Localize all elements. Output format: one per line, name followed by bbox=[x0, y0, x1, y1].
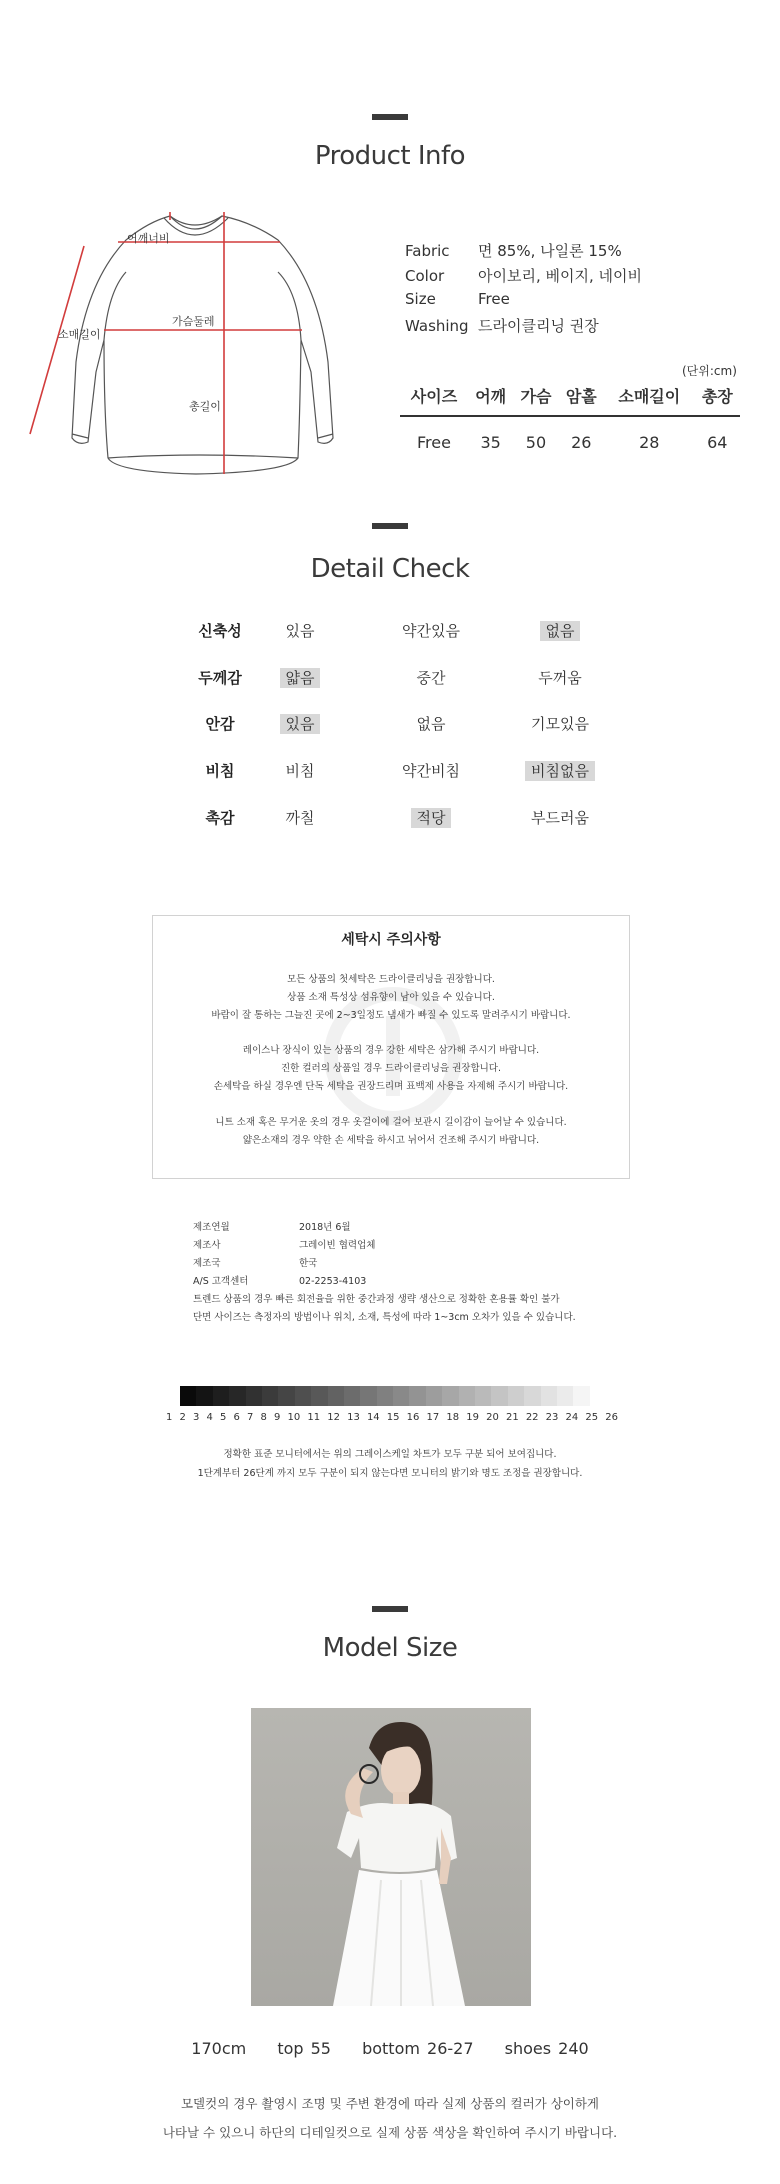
detail-check-label: 비침 bbox=[205, 762, 235, 780]
detail-check-option: 기모있음 bbox=[531, 715, 589, 733]
care-line: 바람이 잘 통하는 그늘진 곳에 2~3일정도 냄새가 빠질 수 있도록 말려주시기 바랍니다. bbox=[211, 1010, 571, 1021]
detail-check-row bbox=[0, 713, 780, 743]
gray-swatch bbox=[328, 1386, 344, 1406]
model-top-size: top 55 bbox=[277, 2039, 331, 2058]
product-info-title: Product Info bbox=[314, 141, 466, 171]
model-note: 나타날 수 있으니 하단의 디테일컷으로 실제 상품 색상을 확인하여 주시기 바랍니다. bbox=[162, 2125, 618, 2140]
gray-number: 24 bbox=[565, 1412, 579, 1423]
detail-check-option: 비침 bbox=[285, 762, 315, 780]
gray-number: 15 bbox=[386, 1412, 400, 1423]
gray-number: 25 bbox=[585, 1412, 599, 1423]
gray-swatch bbox=[295, 1386, 311, 1406]
size-header: 소매길이 bbox=[604, 384, 695, 416]
gray-swatch bbox=[508, 1386, 524, 1406]
detail-check-option: 약간비침 bbox=[402, 762, 460, 780]
gray-swatch bbox=[278, 1386, 294, 1406]
sweatshirt-diagram-icon bbox=[28, 212, 348, 482]
detail-check-row bbox=[0, 760, 780, 790]
spec-color: Color 아이보리, 베이지, 네이비 bbox=[405, 267, 642, 285]
gray-number: 1 bbox=[166, 1412, 173, 1423]
model-shoe-size: shoes 240 bbox=[504, 2039, 589, 2058]
gray-swatch bbox=[180, 1386, 196, 1406]
gray-number: 12 bbox=[327, 1412, 340, 1423]
gray-number: 14 bbox=[366, 1412, 380, 1423]
gray-swatch bbox=[475, 1386, 491, 1406]
info-maker: 제조사 그레이빈 협력업체 bbox=[193, 1240, 376, 1251]
detail-check-option-selected: 없음 bbox=[505, 620, 615, 641]
detail-check-title: Detail Check bbox=[310, 554, 470, 584]
size-header: 사이즈 bbox=[400, 384, 468, 416]
table-row bbox=[400, 416, 740, 453]
care-line: 얇은소재의 경우 약한 손 세탁을 하시고 뉘어서 건조해 주시기 바랍니다. bbox=[242, 1135, 540, 1146]
gray-swatch bbox=[459, 1386, 475, 1406]
detail-check-label: 안감 bbox=[205, 715, 235, 733]
spec-size: Size Free bbox=[405, 290, 510, 308]
care-line: 손세탁을 하실 경우엔 단독 세탁을 권장드리며 표백제 사용을 자제해 주시기 바랍니다. bbox=[213, 1081, 569, 1092]
detail-check-option: 두꺼움 bbox=[538, 669, 582, 687]
gray-swatch bbox=[360, 1386, 376, 1406]
info-note: 트렌드 상품의 경우 빠른 회전율을 위한 중간과정 생략 생산으로 정확한 혼용률 확인 불가 bbox=[193, 1294, 560, 1305]
detail-check-option: 부드러움 bbox=[531, 809, 589, 827]
gray-number: 4 bbox=[206, 1412, 213, 1423]
sleeve-label: 소매길이 bbox=[58, 328, 101, 341]
gray-number: 26 bbox=[605, 1412, 618, 1423]
gray-swatch bbox=[246, 1386, 262, 1406]
detail-check-option: 까칠 bbox=[285, 809, 315, 827]
size-table bbox=[400, 384, 740, 453]
care-line: 상품 소재 특성상 섬유향이 남아 있을 수 있습니다. bbox=[287, 992, 495, 1003]
gray-number: 6 bbox=[233, 1412, 240, 1423]
size-cell: Free bbox=[417, 433, 451, 452]
gray-swatch bbox=[557, 1386, 573, 1406]
section-divider bbox=[372, 114, 408, 120]
gray-number: 19 bbox=[466, 1412, 479, 1423]
model-note: 모델컷의 경우 촬영시 조명 및 주변 환경에 따라 실제 상품의 컬러가 상이하게 bbox=[180, 2096, 600, 2111]
detail-check-option: 있음 bbox=[285, 622, 315, 640]
gray-number: 5 bbox=[220, 1412, 227, 1423]
gray-number: 17 bbox=[426, 1412, 440, 1423]
gray-swatch bbox=[573, 1386, 589, 1406]
size-cell: 28 bbox=[639, 433, 660, 452]
gray-swatch bbox=[442, 1386, 458, 1406]
model-figure-icon bbox=[251, 1708, 531, 2006]
model-photo bbox=[251, 1708, 531, 2006]
gray-swatch bbox=[213, 1386, 229, 1406]
gray-swatch bbox=[590, 1386, 606, 1406]
shoulder-label: 어깨너비 bbox=[127, 232, 170, 245]
detail-check-option-selected: 있음 bbox=[245, 713, 355, 734]
detail-check-option: 약간있음 bbox=[402, 622, 460, 640]
model-size-title: Model Size bbox=[322, 1633, 458, 1663]
detail-check-option: 없음 bbox=[416, 715, 446, 733]
detail-check-option-selected: 비침없음 bbox=[505, 760, 615, 781]
gray-swatch bbox=[524, 1386, 540, 1406]
gray-number: 18 bbox=[446, 1412, 460, 1423]
gray-swatch bbox=[393, 1386, 409, 1406]
gray-scale-note: 정확한 표준 모니터에서는 위의 그레이스케일 차트가 모두 구분 되어 보여집니다. bbox=[223, 1449, 557, 1460]
size-cell: 50 bbox=[525, 433, 547, 452]
unit-label: (단위:cm) bbox=[682, 364, 737, 378]
detail-check-option: 중간 bbox=[416, 669, 446, 687]
care-line: 레이스나 장식이 있는 상품의 경우 강한 세탁은 삼가해 주시기 바랍니다. bbox=[242, 1045, 540, 1056]
care-line: 모든 상품의 첫세탁은 드라이클리닝을 권장합니다. bbox=[287, 974, 495, 985]
size-header: 가슴 bbox=[513, 384, 558, 416]
gray-swatch bbox=[196, 1386, 212, 1406]
detail-check-label: 두께감 bbox=[198, 669, 242, 687]
detail-check-row bbox=[0, 807, 780, 837]
gray-scale-numbers bbox=[166, 1412, 618, 1423]
detail-check-label: 신축성 bbox=[198, 622, 242, 640]
gray-number: 7 bbox=[247, 1412, 254, 1423]
model-size-info bbox=[0, 2039, 780, 2058]
care-line: 진한 컬러의 상품일 경우 드라이클리닝을 권장합니다. bbox=[280, 1063, 501, 1074]
gray-swatch bbox=[311, 1386, 327, 1406]
model-bottom-size: bottom 26-27 bbox=[362, 2039, 474, 2058]
gray-swatch bbox=[491, 1386, 507, 1406]
gray-number: 8 bbox=[260, 1412, 267, 1423]
gray-number: 22 bbox=[525, 1412, 539, 1423]
section-divider bbox=[372, 523, 408, 529]
care-title: 세탁시 주의사항 bbox=[341, 932, 441, 948]
info-country: 제조국 한국 bbox=[193, 1258, 318, 1269]
gray-number: 3 bbox=[193, 1412, 200, 1423]
detail-check-row bbox=[0, 620, 780, 650]
section-divider bbox=[372, 1606, 408, 1612]
gray-swatch bbox=[541, 1386, 557, 1406]
length-label: 총길이 bbox=[189, 400, 221, 413]
gray-scale-chart bbox=[180, 1386, 606, 1406]
spec-washing: Washing 드라이클리닝 권장 bbox=[405, 317, 599, 335]
detail-check-option-selected: 적당 bbox=[376, 807, 486, 828]
gray-number: 20 bbox=[486, 1412, 499, 1423]
gray-swatch bbox=[426, 1386, 442, 1406]
gray-number: 10 bbox=[287, 1412, 301, 1423]
size-cell: 26 bbox=[571, 433, 592, 452]
gray-number: 13 bbox=[347, 1412, 360, 1423]
chest-label: 가슴둘레 bbox=[172, 315, 215, 328]
gray-number: 9 bbox=[274, 1412, 281, 1423]
size-cell: 35 bbox=[480, 433, 501, 452]
model-height: 170cm bbox=[191, 2039, 247, 2058]
care-line: 니트 소재 혹은 무거운 옷의 경우 옷걸이에 걸어 보관시 길이감이 늘어날 수 있습니다. bbox=[215, 1117, 567, 1128]
gray-scale-note: 1단계부터 26단계 까지 모두 구분이 되지 않는다면 모니터의 밝기와 명도 조정을 권장합니다. bbox=[197, 1468, 583, 1479]
info-note: 단면 사이즈는 측정자의 방법이나 위치, 소재, 특성에 따라 1~3cm 오차가 있을 수 있습니다. bbox=[193, 1312, 576, 1323]
size-header: 총장 bbox=[695, 384, 740, 416]
detail-check-row bbox=[0, 667, 780, 697]
gray-number: 2 bbox=[179, 1412, 186, 1423]
gray-number: 16 bbox=[406, 1412, 420, 1423]
detail-check-option-selected: 얇음 bbox=[245, 667, 355, 688]
size-cell: 64 bbox=[707, 433, 728, 452]
info-cs-center: A/S 고객센터 02-2253-4103 bbox=[193, 1276, 367, 1287]
spec-fabric: Fabric 면 85%, 나일론 15% bbox=[405, 242, 622, 260]
size-header: 어깨 bbox=[468, 384, 513, 416]
gray-number: 21 bbox=[505, 1412, 519, 1423]
garment-sketch bbox=[28, 212, 348, 482]
size-header: 암홀 bbox=[559, 384, 604, 416]
gray-swatch bbox=[262, 1386, 278, 1406]
size-table-header bbox=[400, 384, 740, 416]
info-made-date: 제조연월 2018년 6월 bbox=[193, 1222, 351, 1233]
detail-check-label: 촉감 bbox=[205, 809, 235, 827]
gray-swatch bbox=[229, 1386, 245, 1406]
gray-swatch bbox=[409, 1386, 425, 1406]
care-notice-box bbox=[152, 915, 630, 1179]
gray-swatch bbox=[377, 1386, 393, 1406]
gray-number: 11 bbox=[307, 1412, 321, 1423]
gray-number: 23 bbox=[545, 1412, 559, 1423]
gray-swatch bbox=[344, 1386, 360, 1406]
